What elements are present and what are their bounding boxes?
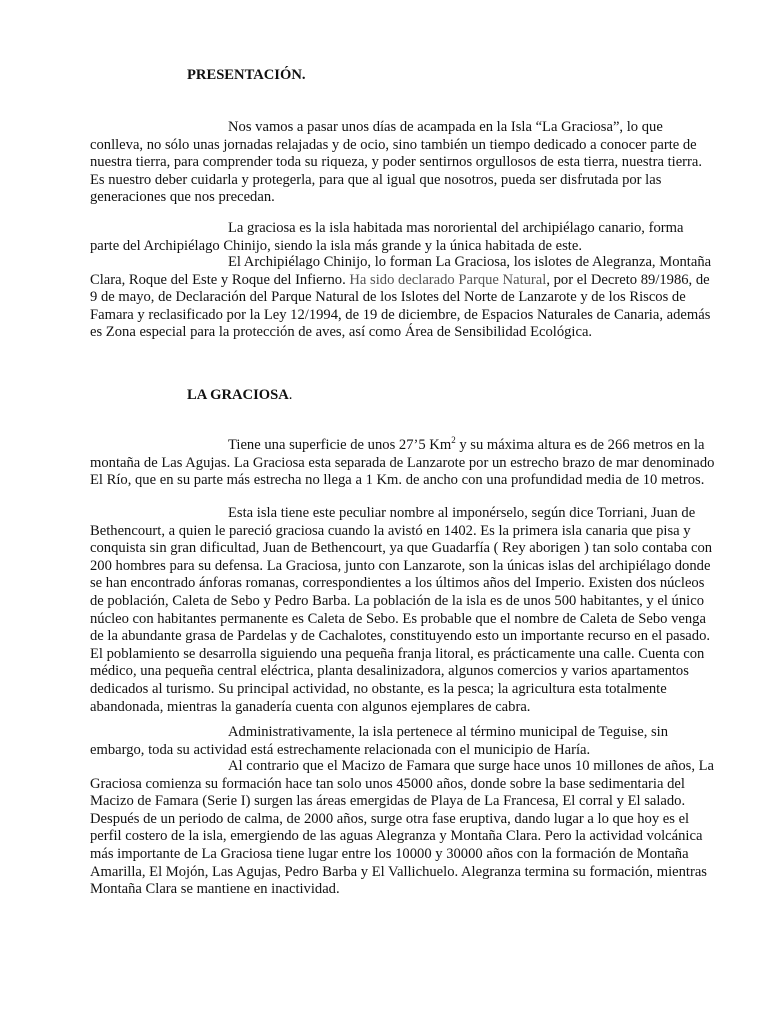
parque-natural-highlight: Ha sido declarado Parque Natural bbox=[349, 271, 547, 288]
paragraph-geologia: Al contrario que el Macizo de Famara que surge hace unos 10 millones de años, La Graciosa comienza su formación hace tan solo unos 45000 años, donde sobre la base sedimentaria del Macizo de Famara (Serie I) surgen las áreas emergidas de Playa de La Francesa, El corral y El salado. Después de un periodo de calma, de 2000 años, surge otra fase eruptiva, dando lugar a lo que hoy es el perfil costero de la isla, emergiendo de las aguas Alegranza y Montaña Clara. Pero la actividad volcánica más importante de La Graciosa tiene lugar entre los 10000 y 30000 años con la formación de Montaña Amarilla, El Mojón, Las Agujas, Pedro Barba y El Vallichuelo. Alegranza termina su formación, mientras Montaña Clara se mantiene en inactividad. bbox=[90, 758, 715, 898]
paragraph-administracion: Administrativamente, la isla pertenece al término municipal de Teguise, sin embargo, toda su actividad está estrechamente relacionada con el municipio de Haría. bbox=[90, 724, 669, 758]
paragraph-graciosa-location: La graciosa es la isla habitada mas nororiental del archipiélago canario, forma parte del Archipiélago Chinijo, siendo la isla más grande y la única habitada de este. bbox=[90, 220, 684, 254]
paragraph-intro: Nos vamos a pasar unos días de acampada en la Isla “La Graciosa”, lo que conlleva, no sólo unas jornadas relajadas y de ocio, sino también un tiempo dedicado a conocer parte de nuestra tierra, para comprender toda su riqueza, y poder sentirnos orgullosos de esta tierra, nuestra tierra. Es nuestro deber cuidarla y protegerla, para que al igual que nosotros, pueda ser disfrutada por las generaciones que nos precedan. bbox=[90, 119, 703, 206]
paragraph-historia: Esta isla tiene este peculiar nombre al imponérselo, según dice Torriani, Juan de Bethencourt, a quien le pareció graciosa cuando la avistó en 1402. Es la primera isla canaria que pisa y conquista sin gran dificultad, Juan de Bethencourt, ya que Guadarfía ( Rey aborigen ) tan solo contaba con 200 hombres para su defensa. La Graciosa, junto con Lanzarote, son la únicas islas del archipiélago donde se han encontrado ánforas romanas, correspondientes a los últimos años del Imperio. Existen dos núcleos de población, Caleta de Sebo y Pedro Barba. La población de la isla es de unos 500 habitantes, y el único núcleo con habitantes permanente es Caleta de Sebo. Es probable que el nombre de Caleta de Sebo venga de la abundante grasa de Pardelas y de Cachalotes, constituyendo esto un importante recurso en el pasado. El poblamiento se desarrolla siguiendo una pequeña franja litoral, es prácticamente una calle. Cuenta con médico, una pequeña central eléctrica, planta desalinizadora, algunos comercios y varios apartamentos dedicados al turismo. Su principal actividad, no obstante, es la pesca; la agricultura esta totalmente abandonada, mientras la ganadería cuenta con algunos ejemplares de cabra. bbox=[90, 505, 713, 715]
heading-presentacion: PRESENTACIÓN. bbox=[187, 67, 306, 83]
superscript-2: 2 bbox=[451, 435, 456, 446]
paragraph-superficie: Tiene una superficie de unos 27’5 Km$^2$ y su máxima altura es de 266 metros en la montaña de Las Agujas. La Graciosa esta separada de Lanzarote por un estrecho brazo de mar denominado El Río, que en su parte más estrecha no llega a 1 Km. de ancho con una profundidad media de 10 metros. bbox=[90, 435, 715, 489]
paragraph-archipielago-chinijo: El Archipiélago Chinijo, lo forman La Graciosa, los islotes de Alegranza, Montaña Clara, Roque del Este y Roque del Infierno. Ha sido declarado Parque Natural, por el Decreto 89/1986, de 9 de mayo, de Declaración del Parque Natural de los Islotes del Norte de Lanzarote y de los Riscos de Famara y reclasificado por la Ley 12/1994, de 19 de diciembre, de Espacios Naturales de Canaria, además es Zona especial para la protección de aves, así como Área de Sensibilidad Ecológica. bbox=[90, 254, 712, 341]
heading-la-graciosa: LA GRACIOSA. bbox=[187, 387, 293, 403]
